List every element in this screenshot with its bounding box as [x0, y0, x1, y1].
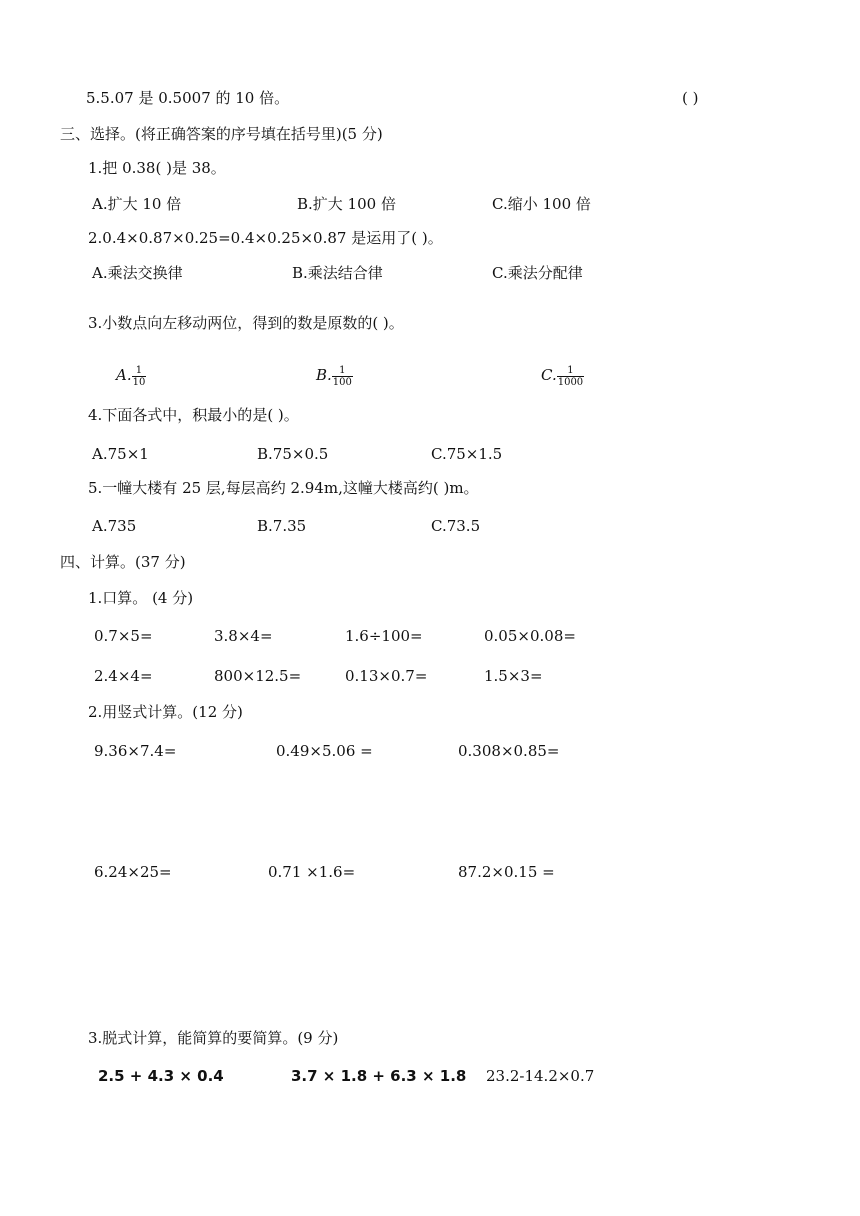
- oral-calc-item: 800×12.5=: [214, 667, 302, 685]
- option-a[interactable]: A.735: [92, 517, 137, 535]
- option-a[interactable]: [116, 360, 146, 390]
- option-label: C.: [541, 366, 557, 384]
- section-4-heading: 四、计算。(37 分): [60, 553, 186, 571]
- denominator: 1000: [557, 376, 584, 388]
- oral-calc-item: 0.7×5=: [94, 627, 153, 645]
- answer-parentheses[interactable]: ( ): [682, 89, 699, 107]
- fraction: [557, 365, 584, 388]
- vertical-calc-item: 87.2×0.15 =: [458, 863, 555, 881]
- step-calc-title: 3.脱式计算，能简算的要简算。(9 分): [88, 1029, 339, 1047]
- vertical-calc-item: 6.24×25=: [94, 863, 172, 881]
- fraction: [132, 365, 147, 388]
- choice-question-5: 5.一幢大楼有 25 层,每层高约 2.94m,这幢大楼高约( )m。: [88, 479, 479, 497]
- choice-question-3: 3.小数点向左移动两位，得到的数是原数的( )。: [88, 314, 404, 332]
- option-a[interactable]: A.扩大 10 倍: [92, 195, 182, 213]
- option-c[interactable]: [541, 360, 584, 390]
- oral-calc-item: 0.13×0.7=: [345, 667, 428, 685]
- section-3-heading: 三、选择。(将正确答案的序号填在括号里)(5 分): [60, 125, 383, 143]
- fraction: [332, 365, 353, 388]
- option-c[interactable]: C.缩小 100 倍: [492, 195, 591, 213]
- numerator: 1: [557, 365, 584, 377]
- vertical-calc-item: 9.36×7.4=: [94, 742, 177, 760]
- oral-calc-title: 1.口算。 (4 分): [88, 589, 194, 607]
- option-c[interactable]: C.75×1.5: [431, 445, 503, 463]
- step-calc-item: 23.2-14.2×0.7: [486, 1067, 595, 1085]
- judge-question-5: 5.5.07 是 0.5007 的 10 倍。: [86, 89, 290, 107]
- oral-calc-item: 0.05×0.08=: [484, 627, 576, 645]
- denominator: 100: [332, 376, 352, 388]
- option-label: A.: [116, 366, 132, 384]
- step-calc-item: 3.7 × 1.8 + 6.3 × 1.8: [291, 1067, 467, 1085]
- vertical-calc-item: 0.308×0.85=: [458, 742, 560, 760]
- option-a[interactable]: A.乘法交换律: [92, 264, 183, 282]
- vertical-calc-item: 0.49×5.06 =: [276, 742, 373, 760]
- vertical-calc-item: 0.71 ×1.6=: [268, 863, 356, 881]
- numerator: 1: [332, 365, 353, 377]
- option-a[interactable]: A.75×1: [92, 445, 149, 463]
- numerator: 1: [132, 365, 147, 377]
- option-b[interactable]: B.75×0.5: [257, 445, 329, 463]
- option-b[interactable]: [316, 360, 353, 390]
- option-c[interactable]: C.乘法分配律: [492, 264, 583, 282]
- choice-question-2: 2.0.4×0.87×0.25=0.4×0.25×0.87 是运用了( )。: [88, 229, 443, 247]
- oral-calc-item: 1.5×3=: [484, 667, 543, 685]
- oral-calc-item: 3.8×4=: [214, 627, 273, 645]
- option-label: B.: [316, 366, 332, 384]
- oral-calc-item: 2.4×4=: [94, 667, 153, 685]
- choice-question-4: 4.下面各式中，积最小的是( )。: [88, 406, 299, 424]
- oral-calc-item: 1.6÷100=: [345, 627, 423, 645]
- step-calc-item: 2.5 + 4.3 × 0.4: [98, 1067, 224, 1085]
- option-b[interactable]: B.7.35: [257, 517, 307, 535]
- option-b[interactable]: B.扩大 100 倍: [297, 195, 396, 213]
- option-b[interactable]: B.乘法结合律: [292, 264, 383, 282]
- option-c[interactable]: C.73.5: [431, 517, 481, 535]
- denominator: 10: [132, 376, 146, 388]
- vertical-calc-title: 2.用竖式计算。(12 分): [88, 703, 243, 721]
- choice-question-1: 1.把 0.38( )是 38。: [88, 159, 226, 177]
